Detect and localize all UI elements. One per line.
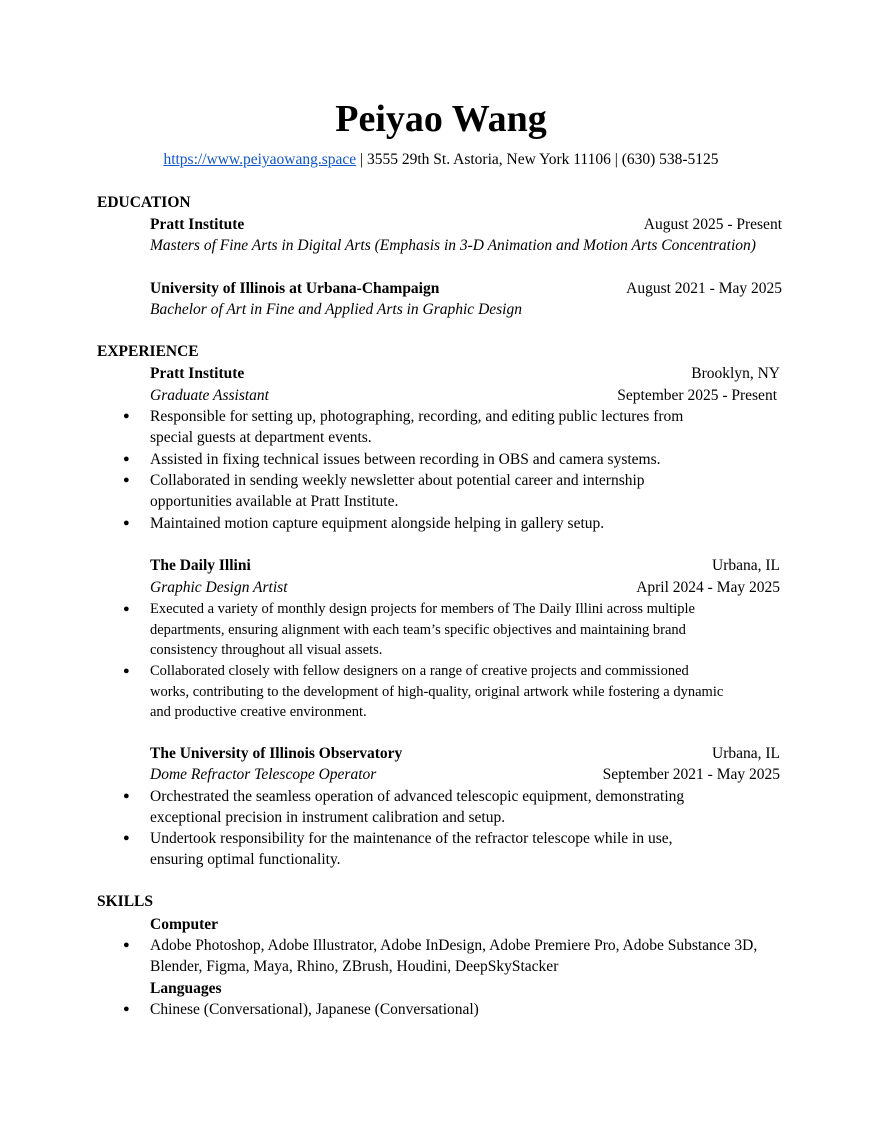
bullet-icon: ● xyxy=(123,517,130,529)
bullet-icon: ● xyxy=(123,790,130,802)
website-link[interactable]: https://www.peiyaowang.space xyxy=(163,151,357,168)
education-dates: August 2021 - May 2025 xyxy=(626,280,782,297)
bullet-text: Executed a variety of monthly design projects for members of The Daily Illini across multiple departments, ensuring alignment with each team’s specific objectives and maintaining brand consistency throughout all visual assets. xyxy=(150,601,695,658)
education-school: University of Illinois at Urbana-Champaign xyxy=(150,280,440,297)
job-header xyxy=(150,363,780,384)
resume-name: Peiyao Wang xyxy=(335,98,547,140)
contact-details: | 3555 29th St. Astoria, New York 11106 | (630) 538-5125 xyxy=(356,151,719,168)
bullet-text: Responsible for setting up, photographing, recording, and editing public lectures from special guests at department events. xyxy=(150,408,684,446)
job-role: Dome Refractor Telescope Operator xyxy=(150,766,377,783)
bullet-icon: ● xyxy=(123,665,130,677)
education-degree: Bachelor of Art in Fine and Applied Arts in Graphic Design xyxy=(150,301,522,318)
education-school: Pratt Institute xyxy=(150,216,245,233)
education-degree: Masters of Fine Arts in Digital Arts (Emphasis in 3-D Animation and Motion Arts Concentration) xyxy=(150,237,756,254)
experience-heading: EXPERIENCE xyxy=(97,343,199,360)
bullet-icon: ● xyxy=(123,939,130,951)
education-dates: August 2025 - Present xyxy=(643,216,782,233)
education-degree-row xyxy=(150,299,782,320)
education-entry-header xyxy=(150,278,782,299)
education-entry-header xyxy=(150,214,782,235)
bullet-icon: ● xyxy=(123,1003,130,1015)
bullet-icon: ● xyxy=(123,453,130,465)
job-org: The Daily Illini xyxy=(150,557,251,574)
skills-heading: SKILLS xyxy=(97,893,154,910)
job-role-row xyxy=(150,764,780,785)
job-header xyxy=(150,743,780,764)
education-degree-row xyxy=(150,235,782,256)
bullet-text: Assisted in fixing technical issues between recording in OBS and camera systems. xyxy=(150,451,661,468)
skills-group-label: Computer xyxy=(150,916,219,933)
job-dates: April 2024 - May 2025 xyxy=(636,579,780,596)
bullet-text: Collaborated in sending weekly newsletter about potential career and internship opportunities available at Pratt Institute. xyxy=(150,472,645,510)
job-dates: September 2021 - May 2025 xyxy=(602,766,780,783)
job-role: Graduate Assistant xyxy=(150,387,269,404)
bullet-icon: ● xyxy=(123,410,130,422)
bullet-icon: ● xyxy=(123,603,130,615)
bullet-icon: ● xyxy=(123,474,130,486)
education-heading: EDUCATION xyxy=(97,194,191,211)
bullet-text: Orchestrated the seamless operation of advanced telescopic equipment, demonstrating exceptional precision in instrument calibration and setup. xyxy=(150,788,685,826)
skills-group-label-row xyxy=(150,914,782,935)
bullet-text: Undertook responsibility for the maintenance of the refractor telescope while in use, ensuring optimal functionality. xyxy=(150,830,673,868)
skills-items: Adobe Photoshop, Adobe Illustrator, Adobe InDesign, Adobe Premiere Pro, Adobe Substance 3D, Blender, Figma, Maya, Rhino, ZBrush, Houdini, DeepSkyStacker xyxy=(150,937,758,975)
bullet-text: Maintained motion capture equipment alongside helping in gallery setup. xyxy=(150,515,605,532)
job-role-row xyxy=(150,577,780,598)
skills-group-label-row xyxy=(150,978,782,999)
job-header xyxy=(150,555,780,576)
bullet-icon: ● xyxy=(123,832,130,844)
job-role-row xyxy=(150,385,777,406)
job-org: The University of Illinois Observatory xyxy=(150,745,403,762)
skills-group-label: Languages xyxy=(150,980,222,997)
job-location: Urbana, IL xyxy=(712,745,780,762)
bullet-text: Collaborated closely with fellow designers on a range of creative projects and commissioned works, contributing to the development of high-quality, original artwork while fostering a dynamic and productive creative environment. xyxy=(150,663,724,720)
job-role: Graphic Design Artist xyxy=(150,579,288,596)
job-location: Brooklyn, NY xyxy=(691,365,780,382)
job-location: Urbana, IL xyxy=(712,557,780,574)
job-dates: September 2025 - Present xyxy=(617,387,777,404)
contact-line xyxy=(0,150,882,170)
job-org: Pratt Institute xyxy=(150,365,245,382)
skills-items: Chinese (Conversational), Japanese (Conversational) xyxy=(150,1001,479,1018)
